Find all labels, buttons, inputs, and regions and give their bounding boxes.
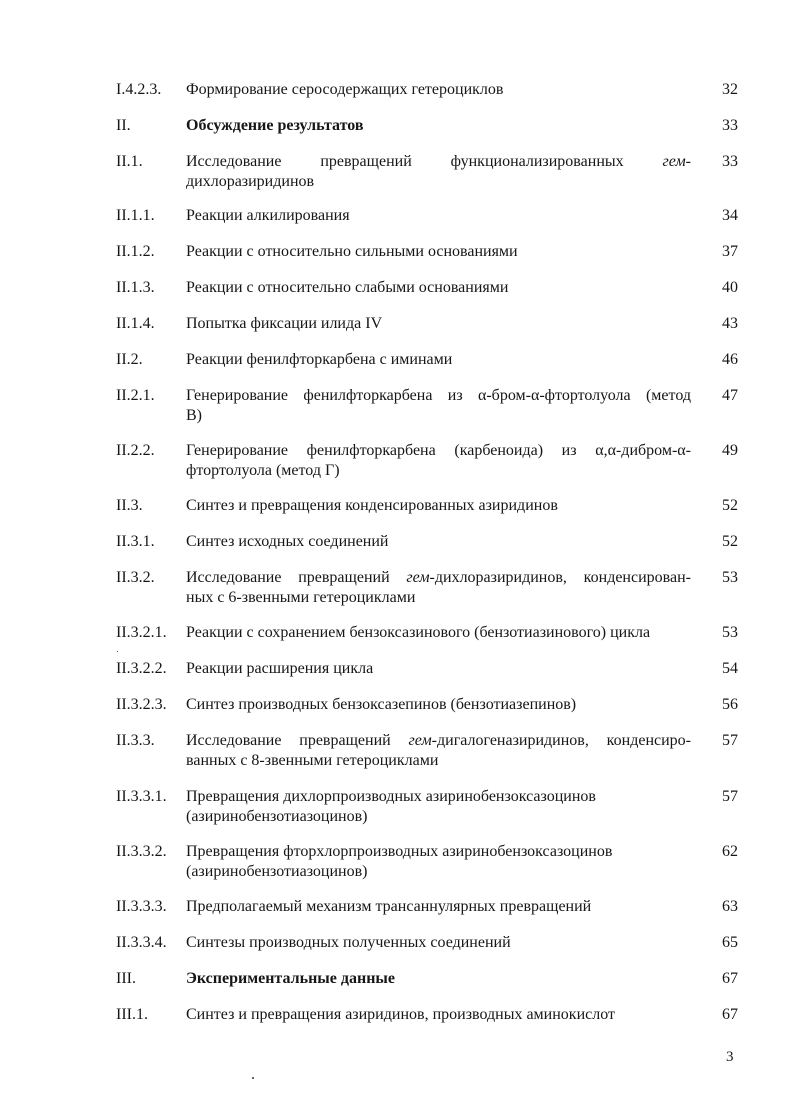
section-title: Синтезы производных полученных соединений [186,934,511,951]
section-number: III. [116,970,136,987]
scan-speck [117,651,118,652]
page-ref: 67 [722,970,738,987]
section-title: Попытка фиксации илида IV [186,315,383,332]
section-title: Исследование превращений гем-дигалогеназиридинов, конденсиро- ванных с 8-звенными гетероциклами [186,732,691,769]
page-ref: 65 [722,934,738,951]
section-title: Реакции расширения цикла [186,660,374,677]
section-number: II.3.2.3. [116,696,167,713]
page-ref: 49 [722,442,738,459]
section-number: II.1.2. [116,243,155,260]
section-title: Исследование превращений гем-дихлоразиридинов, конденсирован- ных с 6-звенными гетероциклами [186,569,691,606]
section-title: Реакции алкилирования [186,207,350,224]
section-number: III.1. [116,1006,148,1023]
page-ref: 37 [722,243,738,260]
section-number: I.4.2.3. [116,81,162,98]
section-number: II.3.3. [116,732,155,749]
section-number: II.2. [116,351,143,368]
scan-speck [252,1077,254,1079]
section-title: Превращения дихлорпроизводных азиринобензоксазоцинов (азиринобензотиазоцинов) [186,788,596,825]
section-number: II.3.2.2. [116,660,167,677]
page-ref: 33 [722,153,738,170]
section-number: II.3.3.2. [116,843,167,860]
page-number: 3 [726,1049,734,1065]
section-number: II. [116,117,131,134]
section-title: Генерирование фенилфторкарбена (карбеноида) из α,α-дибром-α- фтортолуола (метод Г) [186,442,691,479]
section-title: Синтез исходных соединений [186,533,389,550]
section-title: Предполагаемый механизм трансаннулярных превращений [186,898,592,915]
section-title: Реакции с относительно слабыми основаниями [186,279,509,296]
page-ref: 57 [722,788,738,805]
section-number: II.3.3.4. [116,934,167,951]
page-ref: 57 [722,732,738,749]
page-ref: 40 [722,279,738,296]
section-number: II.2.1. [116,387,155,404]
page-ref: 46 [722,351,738,368]
section-number: II.3. [116,497,143,514]
page-ref: 67 [722,1006,738,1023]
section-number: II.1.3. [116,279,155,296]
section-title: Экспериментальные данные [186,970,395,987]
section-number: II.1.4. [116,315,155,332]
page-ref: 33 [722,117,738,134]
section-title: Формирование серосодержащих гетероциклов [186,81,504,98]
section-title: Реакции с относительно сильными основаниями [186,243,518,260]
section-title: Обсуждение результатов [186,117,364,134]
section-title: Синтез производных бензоксазепинов (бензотиазепинов) [186,696,577,713]
section-number: II.3.3.1. [116,788,167,805]
section-title: Генерирование фенилфторкарбена из α-бром-α-фтортолуола (метод В) [186,387,691,424]
page-ref: 56 [722,696,738,713]
page-ref: 53 [722,569,738,586]
page-ref: 52 [722,533,738,550]
section-title: Реакции с сохранением бензоксазинового (бензотиазинового) цикла [186,624,651,641]
page-ref: 47 [722,387,738,404]
page-ref: 34 [722,207,738,224]
page-ref: 43 [722,315,738,332]
section-number: II.1. [116,153,143,170]
section-number: II.3.2.1. [116,624,167,641]
page-ref: 63 [722,898,738,915]
section-title: Реакции фенилфторкарбена с иминами [186,351,453,368]
section-title: Превращения фторхлорпроизводных азиринобензоксазоцинов (азиринобензотиазоцинов) [186,843,613,880]
section-number: II.1.1. [116,207,155,224]
page-ref: 52 [722,497,738,514]
section-title: Исследование превращений функционализированных гем- дихлоразиридинов [186,153,691,190]
page-ref: 32 [722,81,738,98]
page-ref: 54 [722,660,738,677]
section-number: II.3.3.3. [116,898,167,915]
page-ref: 53 [722,624,738,641]
page-ref: 62 [722,843,738,860]
section-number: II.3.1. [116,533,155,550]
section-title: Синтез и превращения азиридинов, производных аминокислот [186,1006,615,1023]
section-number: II.2.2. [116,442,155,459]
section-number: II.3.2. [116,569,155,586]
section-title: Синтез и превращения конденсированных азиридинов [186,497,558,514]
